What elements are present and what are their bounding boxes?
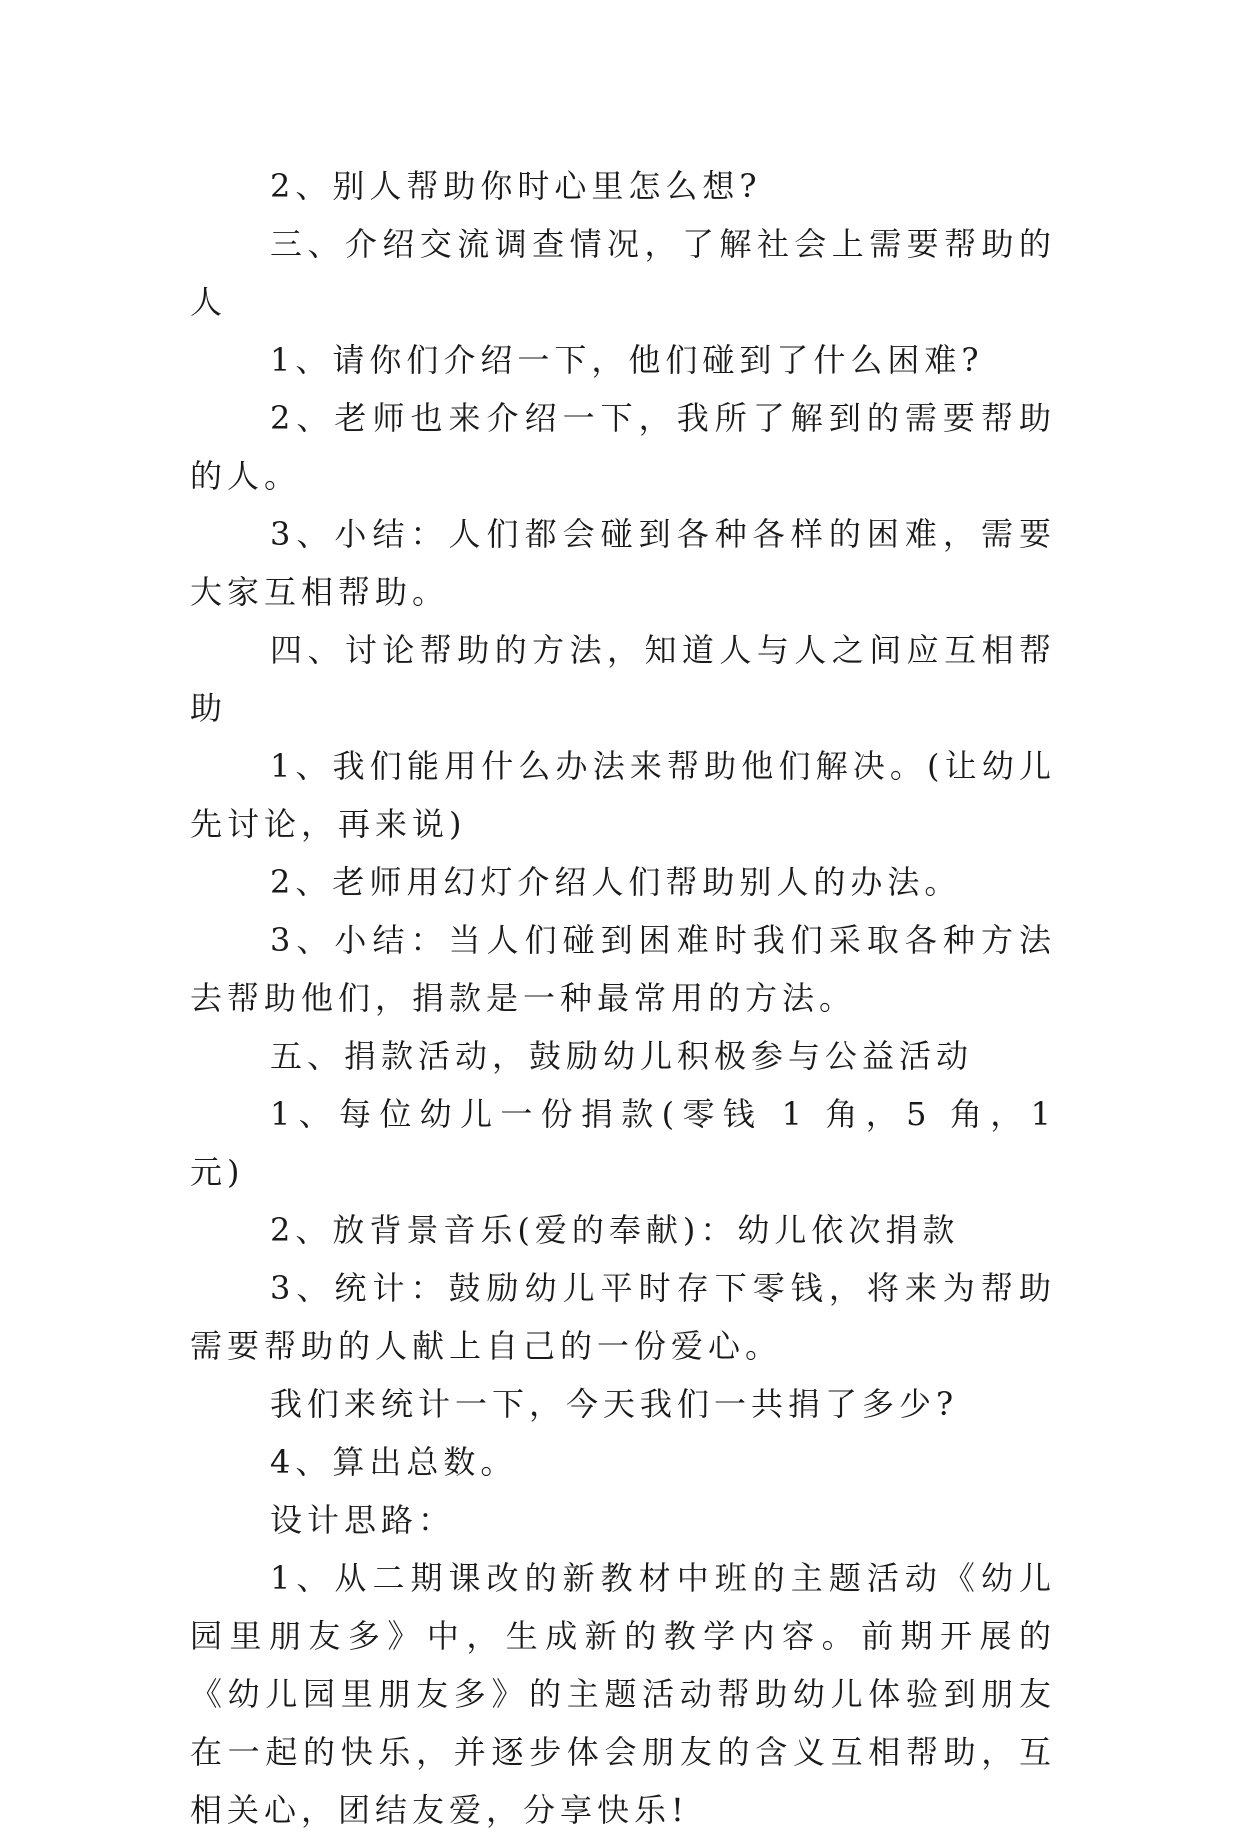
section-heading: 五、捐款活动，鼓励幼儿积极参与公益活动 [270,1037,974,1075]
paragraph: 2、老师也来介绍一下，我所了解到的需要帮助的人。 [190,399,1056,495]
paragraph: 2、老师用幻灯介绍人们帮助别人的办法。 [270,863,962,901]
document-body [190,157,1056,1839]
paragraph: 3、小结：人们都会碰到各种各样的困难，需要大家互相帮助。 [190,515,1056,611]
paragraph: 1、每位幼儿一份捐款(零钱 1 角，5 角，1 元) [190,1095,1056,1191]
paragraph: 4、算出总数。 [270,1443,518,1481]
paragraph: 1、我们能用什么办法来帮助他们解决。(让幼儿先讨论，再来说) [190,747,1056,843]
paragraph: 3、小结：当人们碰到困难时我们采取各种方法去帮助他们，捐款是一种最常用的方法。 [190,921,1056,1017]
paragraph: 1、从二期课改的新教材中班的主题活动《幼儿园里朋友多》中，生成新的教学内容。前期开展的《幼儿园里朋友多》的主题活动帮助幼儿体验到朋友在一起的快乐，并逐步体会朋友的含义互相帮助，互相关心，团结友爱，分享快乐! [190,1559,1056,1829]
paragraph: 2、别人帮助你时心里怎么想? [270,167,762,205]
section-heading: 设计思路： [270,1501,456,1539]
section-heading: 三、介绍交流调查情况，了解社会上需要帮助的人 [190,225,1056,321]
paragraph: 我们来统计一下，今天我们一共捐了多少? [270,1385,959,1423]
paragraph: 2、放背景音乐(爱的奉献)：幼儿依次捐款 [270,1211,960,1249]
paragraph: 1、请你们介绍一下，他们碰到了什么困难? [270,341,984,379]
paragraph: 3、统计：鼓励幼儿平时存下零钱，将来为帮助需要帮助的人献上自己的一份爱心。 [190,1269,1056,1365]
section-heading: 四、讨论帮助的方法，知道人与人之间应互相帮助 [190,631,1056,727]
